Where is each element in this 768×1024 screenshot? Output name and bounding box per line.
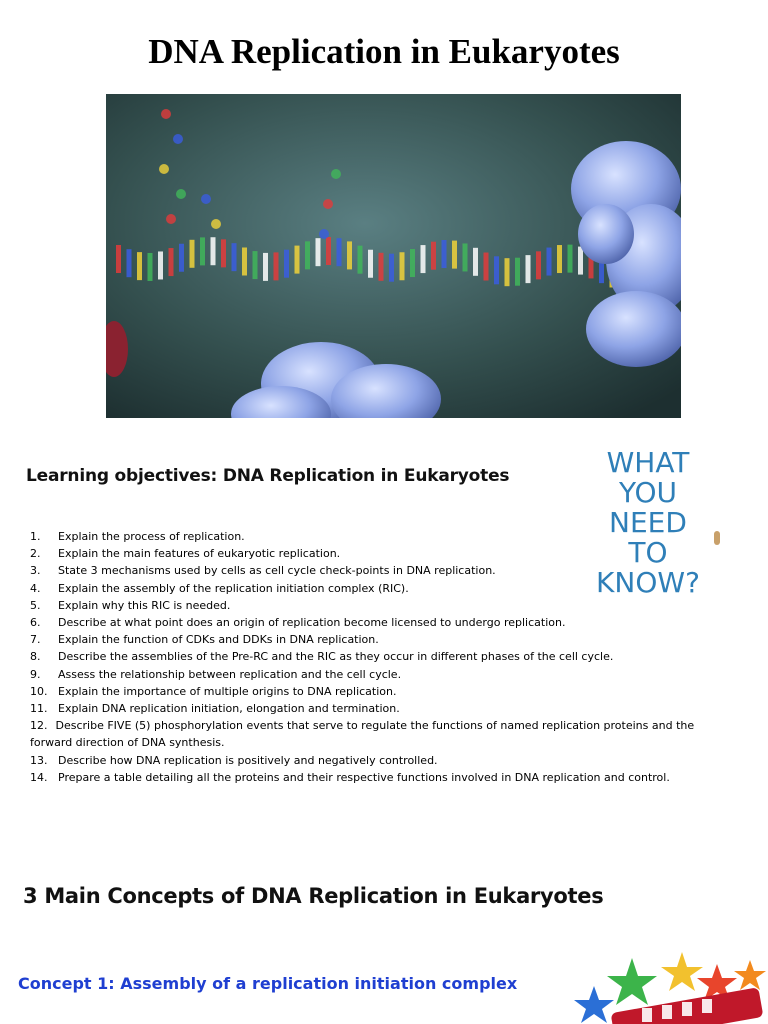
helix-base-pair (127, 249, 132, 277)
helix-base-pair (148, 253, 153, 281)
item-text: Describe how DNA replication is positively and negatively controlled. (58, 753, 438, 767)
helix-base-pair (505, 258, 510, 286)
list-item (30, 528, 720, 545)
item-number: 11. (30, 702, 48, 716)
wyntk-line: KNOW? (596, 566, 700, 599)
helix-base-pair (568, 245, 573, 273)
item-text: Describe at what point does an origin of replication become licensed to undergo replication. (58, 616, 566, 630)
helix-base-pair (316, 238, 321, 266)
item-number: 3. (30, 564, 41, 578)
helix-base-pair (337, 238, 342, 266)
item-text: Explain the process of replication. (58, 530, 245, 543)
helix-base-pair (557, 245, 562, 273)
item-text: Explain the main features of eukaryotic replication. (58, 547, 341, 561)
concepts-heading: 3 Main Concepts of DNA Replication in Eukaryotes (23, 884, 604, 908)
helix-base-pair (169, 248, 174, 276)
helix-base-pair (200, 237, 205, 265)
helix-base-pair (536, 251, 541, 279)
helix-base-pair (221, 239, 226, 267)
wyntk-line: WHAT (606, 446, 690, 479)
item-number: 6. (30, 616, 41, 630)
helix-base-pair (211, 237, 216, 265)
item-text: Explain why this RIC is needed. (58, 598, 231, 612)
item-number: 14. (30, 770, 48, 784)
helix-base-pair (526, 255, 531, 283)
helix-base-pair (452, 241, 457, 269)
list-item (30, 614, 720, 631)
helix-base-pair (515, 258, 520, 286)
free-nucleotide (176, 189, 186, 199)
wyntk-line: NEED (609, 506, 687, 539)
concept-1-heading: Concept 1: Assembly of a replication initiation complex (18, 974, 518, 993)
helix-base-pair (253, 251, 258, 279)
item-number: 12. (30, 719, 48, 733)
item-text: Describe the assemblies of the Pre-RC and the RIC as they occur in different phases of the cell cycle. (58, 650, 614, 664)
helix-base-pair (232, 243, 237, 271)
free-nucleotide (173, 134, 183, 144)
free-nucleotide (161, 109, 171, 119)
free-nucleotide (166, 214, 176, 224)
helix-base-pair (179, 244, 184, 272)
helix-base-pair (421, 245, 426, 273)
list-item (30, 666, 720, 683)
item-text: Explain the assembly of the replication initiation complex (RIC). (58, 581, 409, 595)
helix-base-pair (263, 253, 268, 281)
list-item (30, 597, 720, 614)
page-title: DNA Replication in Eukaryotes (148, 32, 620, 71)
list-item (30, 648, 720, 665)
helix-base-pair (431, 242, 436, 270)
item-text: Explain DNA replication initiation, elongation and termination. (58, 702, 400, 716)
helix-base-pair (484, 253, 489, 281)
item-number: 2. (30, 547, 41, 561)
concept-star-graphic (572, 950, 768, 1024)
helix-base-pair (379, 253, 384, 281)
helix-base-pair (326, 237, 331, 265)
helix-base-pair (547, 248, 552, 276)
item-number: 8. (30, 650, 41, 664)
list-item (30, 631, 720, 648)
list-item (30, 683, 720, 700)
list-item (30, 562, 720, 579)
helix-base-pair (158, 251, 163, 279)
item-number: 7. (30, 633, 41, 647)
helix-base-pair (284, 250, 289, 278)
item-number: 1. (30, 530, 41, 543)
helix-base-pair (116, 245, 121, 273)
free-nucleotide (331, 169, 341, 179)
helix-base-pair (389, 254, 394, 282)
helix-base-pair (410, 249, 415, 277)
helix-base-pair (242, 247, 247, 275)
item-number: 10. (30, 684, 48, 698)
helix-base-pair (473, 248, 478, 276)
wyntk-line: TO (628, 536, 668, 569)
helix-base-pair (137, 252, 142, 280)
free-nucleotide (201, 194, 211, 204)
item-text: Explain the function of CDKs and DDKs in DNA replication. (58, 633, 379, 647)
list-item (30, 717, 720, 751)
helix-base-pair (463, 243, 468, 271)
item-number: 9. (30, 667, 41, 681)
objectives-list (30, 528, 720, 786)
helix-base-pair (578, 247, 583, 275)
dna-replication-illustration (106, 94, 681, 418)
item-text: State 3 mechanisms used by cells as cell cycle check-points in DNA replication. (58, 564, 496, 578)
item-number: 13. (30, 753, 48, 767)
item-text: Assess the relationship between replication and the cell cycle. (58, 667, 402, 681)
wyntk-line: YOU (618, 476, 678, 509)
list-item (30, 545, 720, 562)
objectives-heading: Learning objectives: DNA Replication in Eukaryotes (26, 466, 510, 486)
item-text: Describe FIVE (5) phosphorylation events that serve to regulate the functions of named replication proteins and the forward direction of DNA synthesis. (30, 719, 695, 750)
item-number: 4. (30, 581, 41, 595)
helix-base-pair (442, 240, 447, 268)
item-number: 5. (30, 598, 41, 612)
helix-base-pair (400, 252, 405, 280)
free-nucleotide (323, 199, 333, 209)
helix-base-pair (305, 241, 310, 269)
list-item (30, 752, 720, 769)
helix-base-pair (368, 250, 373, 278)
item-text: Prepare a table detailing all the proteins and their respective functions involved in DNA replication and control. (58, 770, 670, 784)
free-nucleotide (211, 219, 221, 229)
helix-base-pair (295, 246, 300, 274)
free-nucleotide (159, 164, 169, 174)
free-nucleotide (319, 229, 329, 239)
list-item (30, 580, 720, 597)
list-item (30, 769, 720, 786)
helix-base-pair (358, 246, 363, 274)
helix-base-pair (347, 241, 352, 269)
list-item (30, 700, 720, 717)
item-text: Explain the importance of multiple origins to DNA replication. (58, 684, 397, 698)
helix-base-pair (494, 256, 499, 284)
helix-base-pair (190, 240, 195, 268)
helix-base-pair (274, 252, 279, 280)
